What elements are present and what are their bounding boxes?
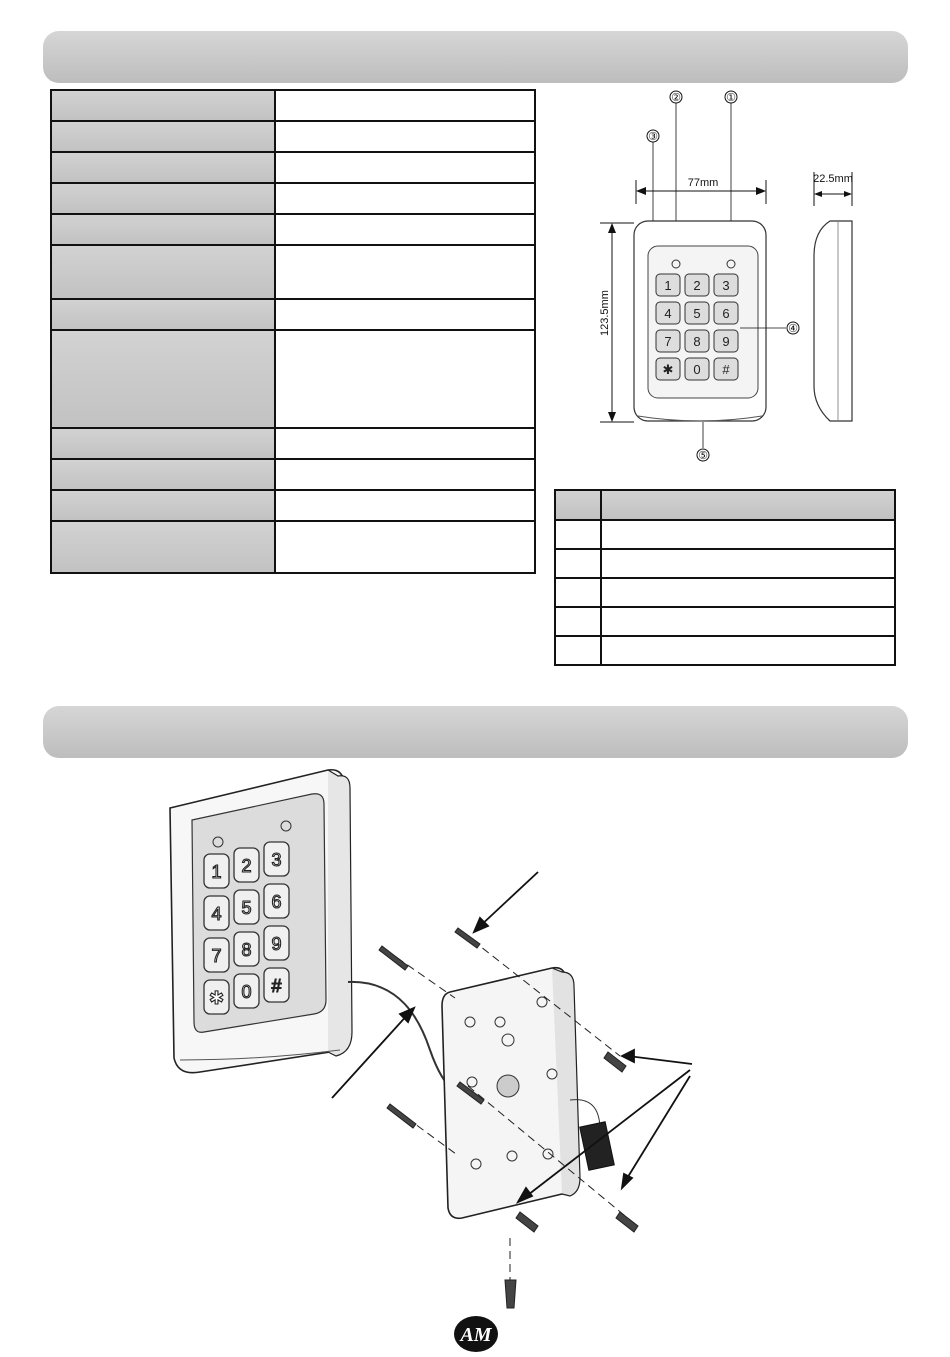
key-label: 5 (693, 306, 701, 321)
spec-row (51, 214, 535, 245)
spec-row (51, 521, 535, 573)
spec-row (51, 330, 535, 428)
section-header-band-1 (43, 31, 908, 83)
legend-row (555, 578, 895, 607)
key-label: # (722, 362, 730, 377)
svg-text:②: ② (671, 92, 681, 104)
section-header-band-2 (43, 706, 908, 758)
key-label: ✱ (662, 362, 674, 377)
spec-row (51, 428, 535, 459)
depth-label: 22.5mm (813, 173, 853, 185)
key-3d-label: 1 (211, 862, 222, 882)
key-label: 4 (664, 306, 672, 321)
svg-text:④: ④ (788, 323, 798, 335)
spec-row (51, 459, 535, 490)
key-label: 0 (693, 362, 701, 377)
key-3d-label: 8 (241, 940, 252, 960)
key-label: 8 (693, 334, 701, 349)
key-label: 3 (722, 278, 730, 293)
spec-row (51, 299, 535, 330)
height-label: 123.5mm (599, 290, 611, 336)
key-3d-label: 0 (241, 982, 252, 1002)
spec-row (51, 245, 535, 299)
spec-row (51, 183, 535, 214)
callout-5 (697, 422, 709, 462)
dimension-drawing (590, 86, 870, 466)
specification-table (50, 89, 536, 574)
key-3d-label: # (271, 976, 282, 996)
key-3d-label: 4 (211, 904, 222, 924)
key-3d-label: 6 (271, 892, 282, 912)
width-label: 77mm (687, 177, 719, 189)
am-logo (452, 1314, 500, 1354)
keypad-front-3d (170, 770, 352, 1073)
key-label: 6 (722, 306, 730, 321)
spec-row (51, 90, 535, 121)
spec-row (51, 121, 535, 152)
legend-table (554, 489, 896, 666)
legend-row (555, 520, 895, 549)
width-dimension (636, 177, 766, 204)
key-3d-label: 3 (271, 850, 282, 870)
side-view (813, 172, 853, 421)
height-dimension (599, 223, 634, 422)
svg-text:⑤: ⑤ (698, 450, 708, 462)
key-3d-label: 5 (241, 898, 252, 918)
spec-row (51, 152, 535, 183)
key-label: 7 (664, 334, 672, 349)
installation-illustration (160, 760, 700, 1315)
svg-text:③: ③ (648, 131, 658, 143)
legend-row (555, 607, 895, 636)
legend-row (555, 636, 895, 665)
key-label: 1 (664, 278, 672, 293)
legend-header-row (555, 490, 895, 520)
key-3d-label: 9 (271, 934, 282, 954)
key-label: 2 (693, 278, 701, 293)
key-3d-label: ✱ (208, 988, 225, 1008)
key-3d-label: 2 (241, 856, 252, 876)
key-label: 9 (722, 334, 730, 349)
legend-row (555, 549, 895, 578)
spec-row (51, 490, 535, 521)
key-3d-label: 7 (211, 946, 222, 966)
svg-text:①: ① (726, 92, 736, 104)
logo-text: AM (460, 1324, 492, 1346)
